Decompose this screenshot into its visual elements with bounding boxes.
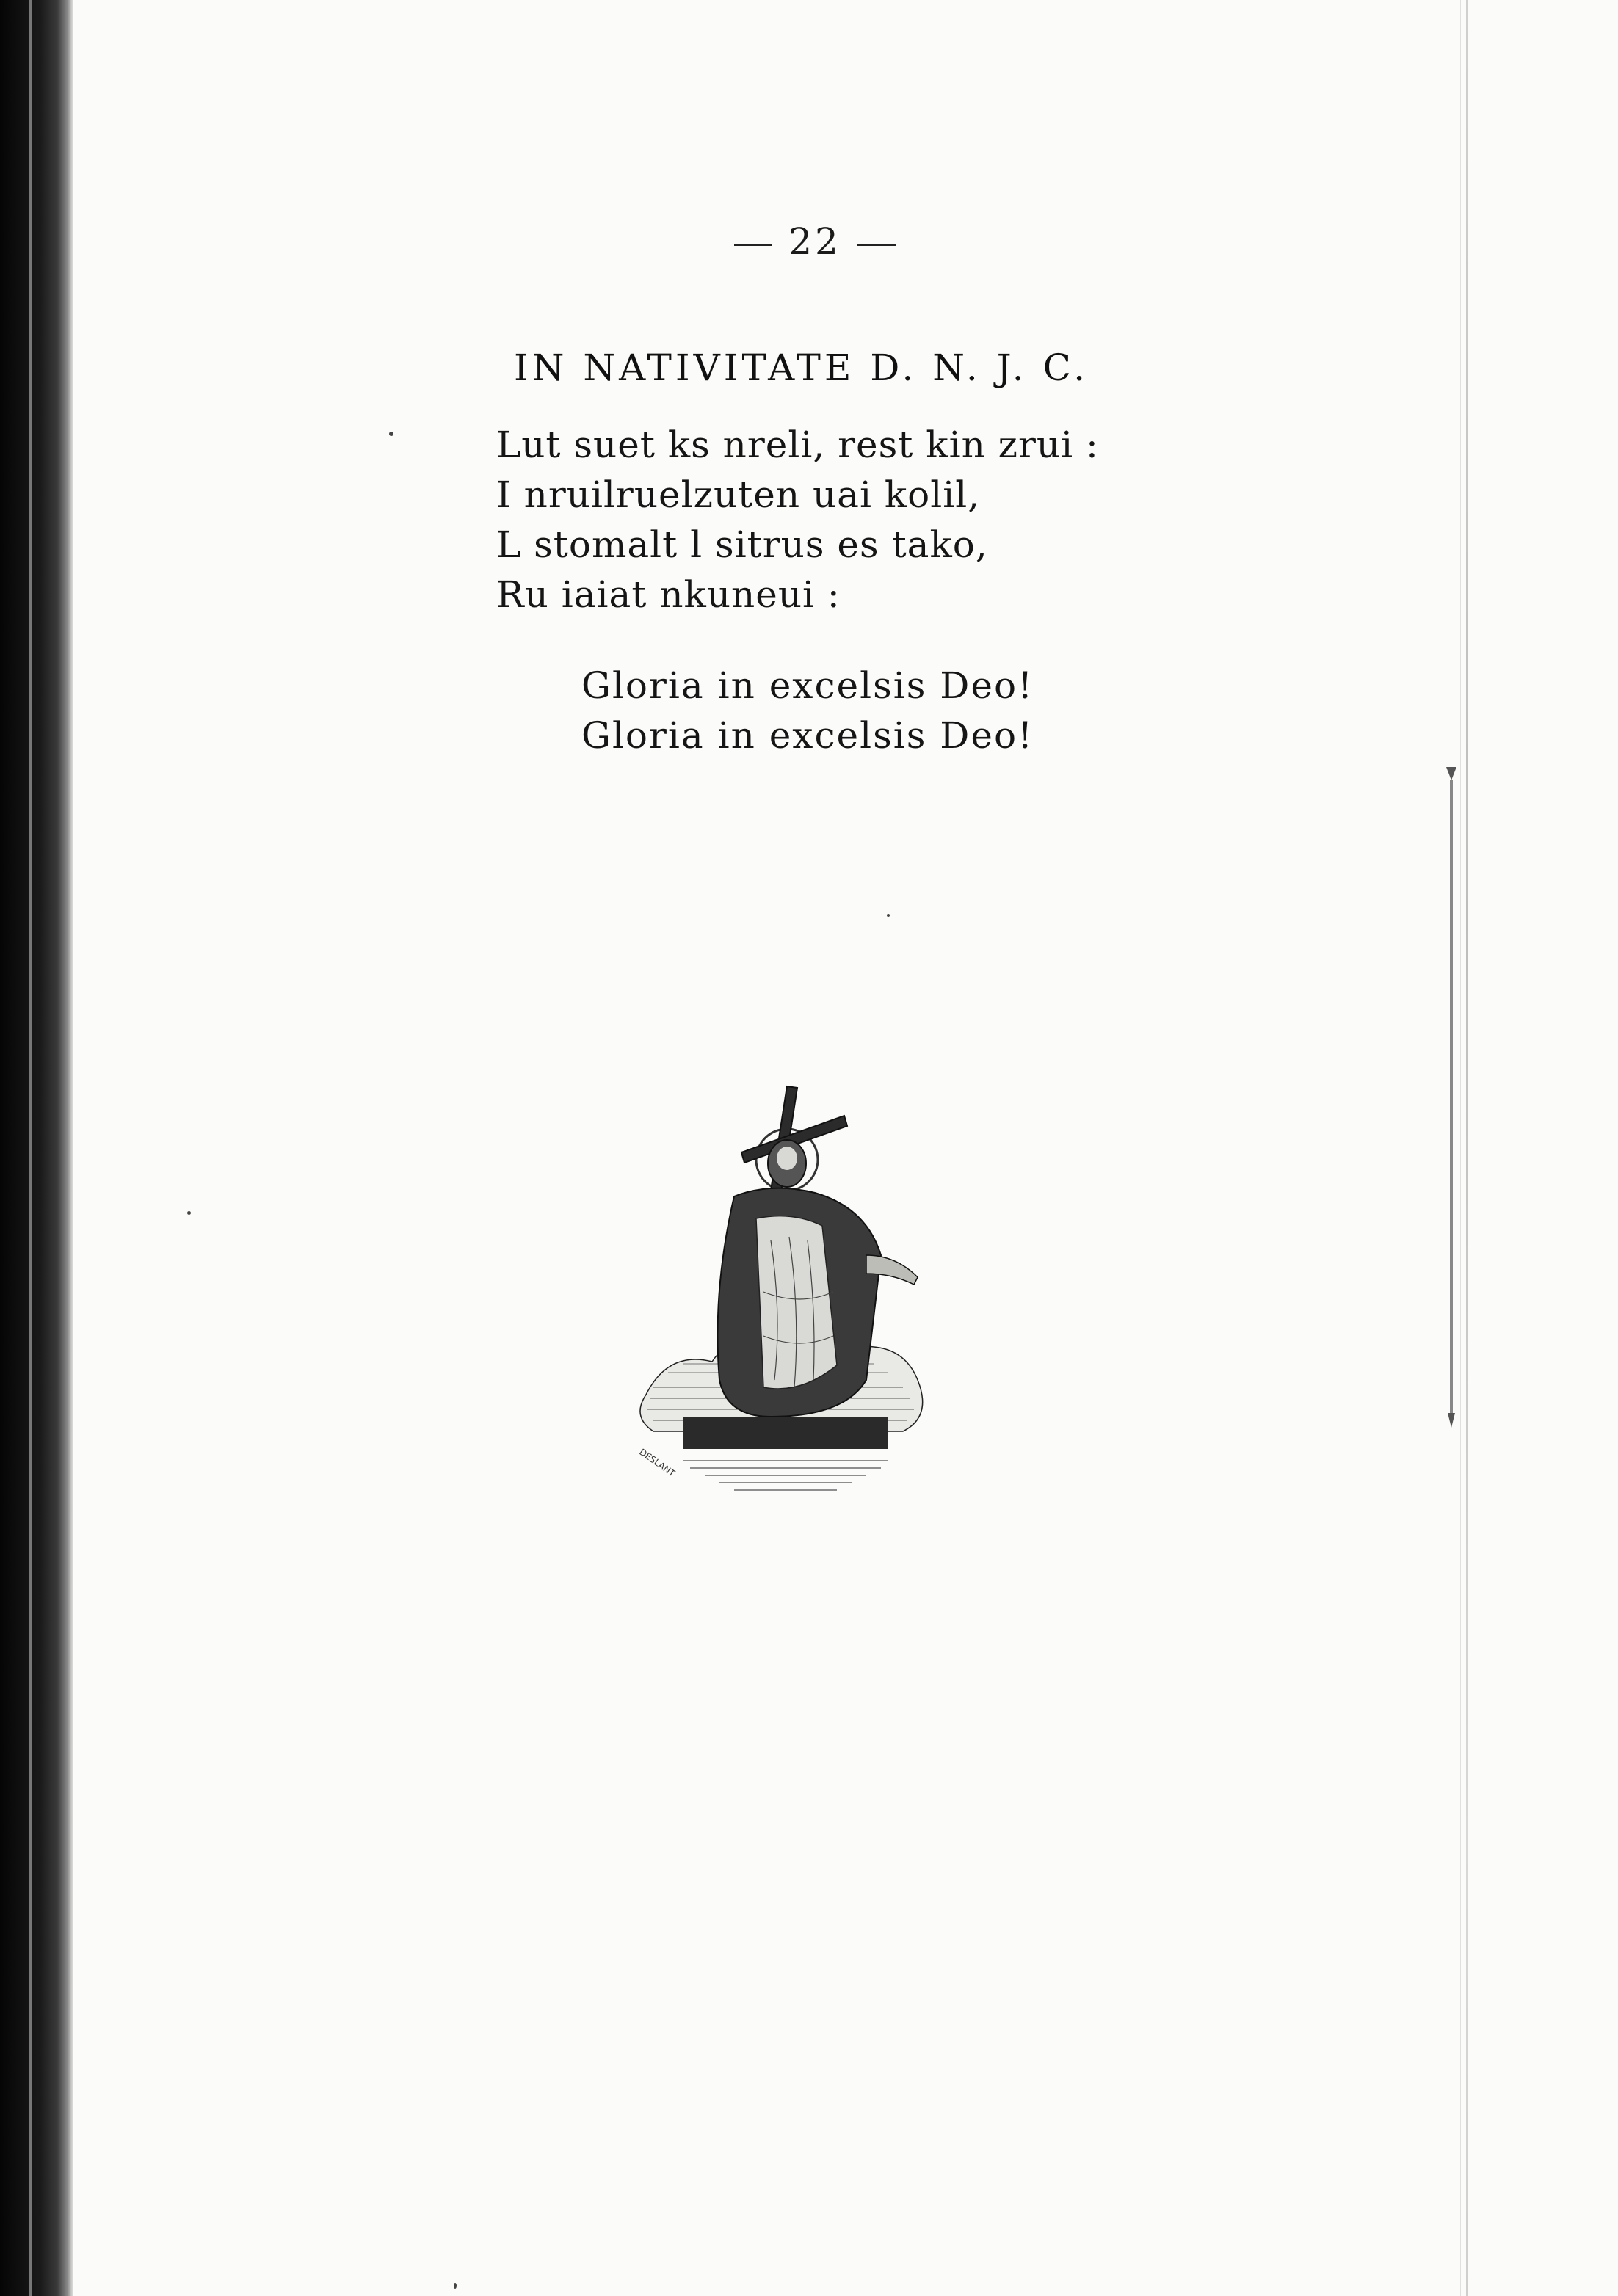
- page-number: [705, 220, 925, 263]
- hymn-refrain: [581, 661, 1095, 760]
- stanza-line: I nruilruelzuten uai kolil,: [496, 473, 981, 516]
- page-number-right-dash: [857, 244, 896, 246]
- hymn-title: IN NATIVITATE D. N. J. C.: [514, 346, 1089, 389]
- book-spine-shadow: [0, 0, 73, 2296]
- ink-speck: [454, 2283, 457, 2289]
- engraving-hatching: [683, 1461, 888, 1490]
- engraving-christ-with-cross: [624, 1072, 932, 1512]
- page-right-edge-inner: [1460, 0, 1461, 2296]
- spine-crease: [29, 0, 32, 2296]
- refrain-line: Gloria in excelsis Deo!: [581, 714, 1034, 757]
- hymn-stanza: [496, 420, 1157, 620]
- stanza-line: Lut suet ks nreli, rest kin zrui :: [496, 424, 1099, 466]
- engraving-pedestal: [683, 1417, 888, 1449]
- page-right-edge: [1466, 0, 1468, 2296]
- page-holder-rod: [1446, 767, 1456, 1428]
- ink-speck: [887, 914, 890, 917]
- engraving-signature: DESLANT: [637, 1446, 678, 1479]
- stanza-line: L stomalt l sitrus es tako,: [496, 523, 988, 566]
- page-number-value: 22: [788, 220, 841, 263]
- page-number-left-dash: [734, 244, 772, 246]
- ink-speck: [187, 1211, 191, 1215]
- stanza-line: Ru iaiat nkuneui :: [496, 573, 841, 616]
- ink-speck: [389, 432, 393, 436]
- refrain-line: Gloria in excelsis Deo!: [581, 664, 1034, 707]
